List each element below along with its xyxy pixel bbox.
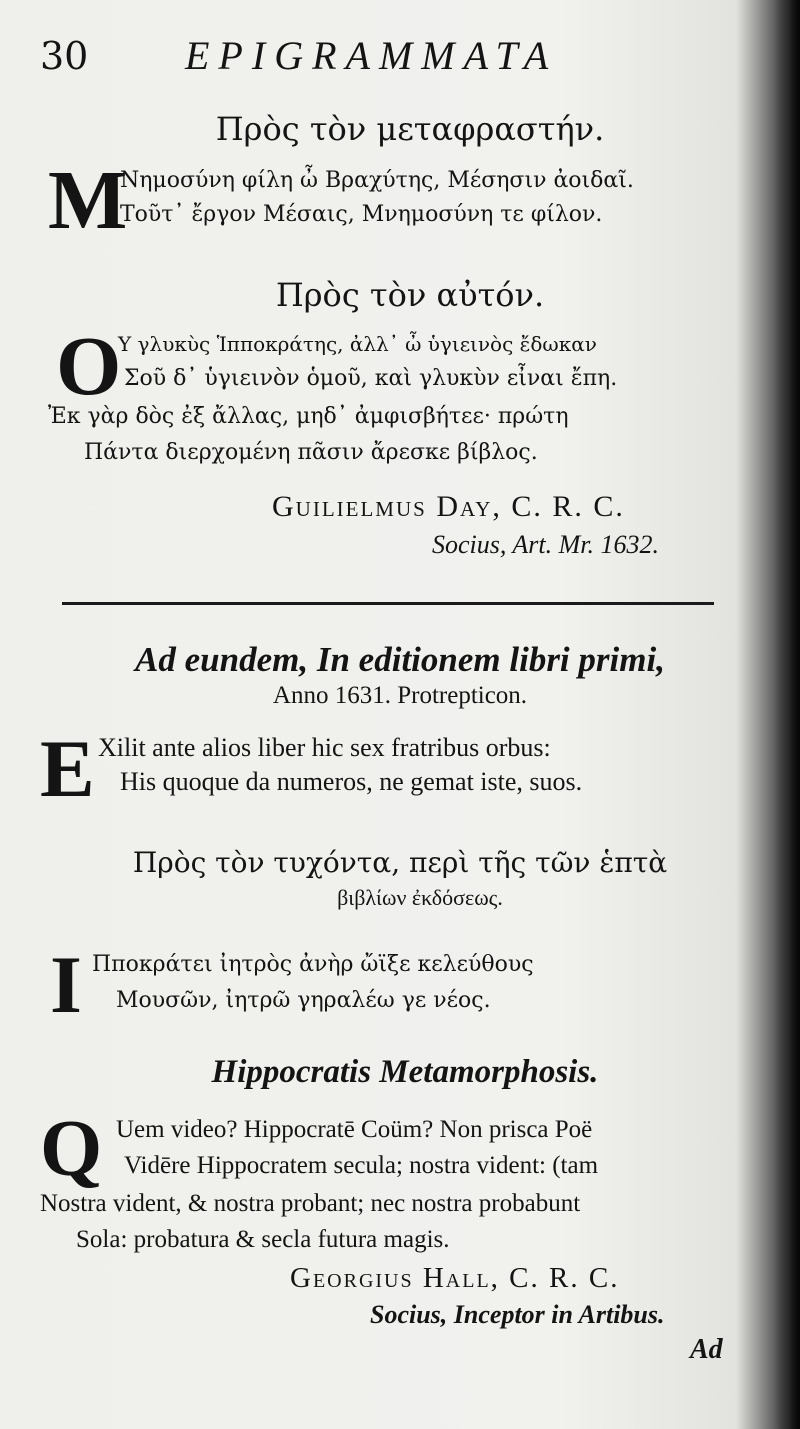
poem-5-line-4: Sola: probatura & secla futura magis. [76,1226,450,1253]
poem-1 [40,110,760,148]
poem-5-line-3: Nostra vident, & nostra probant; nec nostra probabunt [40,1190,581,1217]
signature-1-name: Guilielmus Day, C. R. C. [272,490,625,523]
poem-5-line-2: Vidēre Hippocratem secula; nostra vident: (tam [124,1152,599,1179]
poem-3-dropcap: E [40,723,95,814]
poem-3-subtitle: Anno 1631. Protrepticon. [272,682,528,709]
poem-2-line-2: Σοῦ δ᾽ ὑγιεινὸν ὁμοῦ, καὶ γλυκὺν εἶναι ἔπη. [124,366,618,391]
poem-5-title: Hippocratis Metamorphosis. [211,1054,599,1090]
poem-2-line-4: Πάντα διερχομένη πᾶσιν ἄρεσκε βίβλος. [84,440,538,465]
poem-3-line-1: Xilit ante alios liber hic sex fratribus orbus: [98,733,551,762]
poem-1-line-1: Νημοσύνη φίλη ὦ Βραχύτης, Μέσησιν ἀοιδαῖ. [120,168,634,193]
poem-4-subtitle: βιβλίων ἐκδόσεως. [337,885,503,910]
poem-3-title: Ad eundem, In editionem libri primi, [135,640,665,679]
poem-3 [40,640,760,710]
page-number: 30 [40,34,89,78]
poem-2-dropcap: O [56,320,122,413]
poem-2-body [40,320,760,474]
binding-gutter [774,0,800,1429]
poem-4-body [40,939,760,1030]
poem-4-line-2: Μουσῶν, ἰητρῶ γηραλέω γε νέος. [116,988,491,1013]
poem-2 [40,276,760,314]
poem-1-line-2: Τοῦτ᾽ ἔργον Μέσαις, Μνημοσύνη τε φίλον. [120,202,603,227]
poem-5-line-1: Uem video? Hippocratē Coüm? Non prisca Poë [116,1116,593,1143]
poem-1-dropcap: M [48,154,128,247]
poem-2-line-1: Υ γλυκὺς Ἱπποκράτης, ἀλλ᾽ ὦ ὑγιεινὸς ἔδωκαν [118,332,597,356]
catchword: Ad [690,1334,723,1365]
signature-2-role: Socius, Inceptor in Artibus. [370,1300,665,1329]
poem-4-line-1: Πποκράτει ἰητρὸς ἀνὴρ ὤϊξε κελεύθους [92,952,534,977]
section-rule [62,602,714,605]
signature-2-name: Georgius Hall, C. R. C. [290,1262,620,1294]
poem-4-title: Πρὸς τὸν τυχόντα, περὶ τῆς τῶν ἑπτὰ [132,846,668,879]
poem-4 [40,846,760,911]
poem-5-body [40,1105,760,1260]
poem-3-body [40,723,760,814]
poem-1-body [40,154,760,247]
running-head [40,26,760,86]
poem-2-line-3: Ἐκ γὰρ δὸς ἐξ ἄλλας, μηδ᾽ ἀμφισβήτεε· πρώτη [48,404,569,429]
poem-2-title: Πρὸς τὸν αὐτόν. [275,276,545,314]
poem-5-dropcap: Q [40,1105,103,1193]
running-title: EPIGRAMMATA [185,33,558,78]
poem-5 [40,1054,760,1091]
signature-1-role: Socius, Art. Mr. 1632. [432,530,660,559]
poem-4-dropcap: I [50,939,82,1030]
poem-1-title: Πρὸς τὸν μεταφραστήν. [215,110,605,148]
poem-3-line-2: His quoque da numeros, ne gemat iste, suos. [120,767,583,796]
